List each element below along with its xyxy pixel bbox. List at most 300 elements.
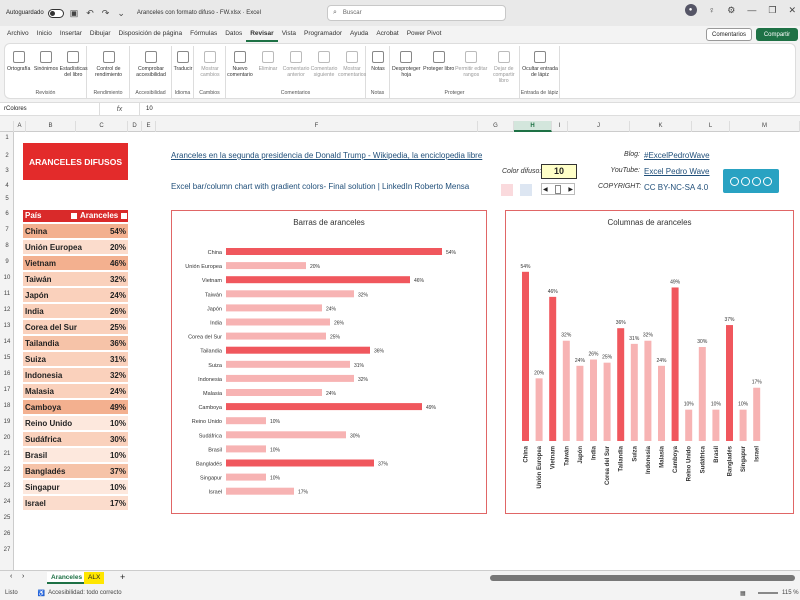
bar-category-label: Unión Europea xyxy=(185,264,222,271)
bar-data-label: 20% xyxy=(310,264,321,271)
table-row[interactable] xyxy=(23,288,128,303)
filter-dropdown-icon[interactable] xyxy=(71,213,77,219)
bar-6[interactable] xyxy=(226,333,326,340)
column-11[interactable] xyxy=(672,287,679,441)
scroll-spinner[interactable] xyxy=(541,183,575,195)
linkedin-link[interactable]: Excel bar/column chart with gradient colors- Final solution | LinkedIn Roberto Mensa xyxy=(171,182,470,191)
bar-data-label: 49% xyxy=(426,405,437,412)
tab-8[interactable]: Vista xyxy=(281,30,297,37)
bar-data-label: 31% xyxy=(354,362,365,369)
tab-0[interactable]: Archivo xyxy=(7,30,29,37)
search-box[interactable] xyxy=(327,5,506,21)
column-15[interactable] xyxy=(726,325,733,441)
header-country[interactable]: País xyxy=(25,211,42,220)
column-header-I[interactable]: I xyxy=(552,121,568,132)
column-header-M[interactable]: M xyxy=(730,121,800,132)
restore-icon[interactable]: ❐ xyxy=(768,4,777,15)
ribbon-icon xyxy=(103,51,115,63)
bar-category-label: Suiza xyxy=(208,362,222,369)
sort-dropdown-icon[interactable] xyxy=(121,213,127,219)
search-placeholder: Buscar xyxy=(342,10,362,16)
accessibility-status[interactable]: Accesibilidad: todo correcto xyxy=(48,590,122,596)
ribbon-icon xyxy=(534,51,546,63)
column-12[interactable] xyxy=(685,410,692,441)
youtube-link[interactable]: Excel Pedro Wave xyxy=(644,167,710,176)
row-header-21[interactable]: 21 xyxy=(3,451,11,457)
ribbon-group-name: Rendimiento xyxy=(93,90,123,96)
ribbon-group-name: Comentarios xyxy=(280,90,311,96)
bar-category-label: Indonesia xyxy=(198,376,222,383)
column-header-L[interactable]: L xyxy=(692,121,730,132)
tariff-cell[interactable]: 32% xyxy=(109,275,126,284)
tab-6[interactable]: Datos xyxy=(225,30,243,37)
ribbon-button-5-2[interactable] xyxy=(282,51,310,78)
country-cell[interactable]: Vietnam xyxy=(25,259,56,268)
tariff-cell[interactable]: 30% xyxy=(109,435,126,444)
row-header-12[interactable]: 12 xyxy=(3,307,11,313)
spinner-thumb[interactable] xyxy=(555,185,561,194)
column-17[interactable] xyxy=(753,388,760,441)
redo-icon[interactable]: ↷ xyxy=(101,7,110,18)
ribbon-button-7-1[interactable] xyxy=(423,51,456,72)
row-header-10[interactable]: 10 xyxy=(3,275,11,281)
bar-12[interactable] xyxy=(226,417,266,424)
spinner-left-icon[interactable]: ◀ xyxy=(543,186,548,193)
bar-category-label: Japón xyxy=(207,306,222,313)
spinner-right-icon[interactable]: ▶ xyxy=(568,186,573,193)
row-header-4[interactable]: 4 xyxy=(5,183,9,189)
title-bar xyxy=(0,0,800,26)
tariff-cell[interactable]: 31% xyxy=(109,355,126,364)
ribbon xyxy=(4,43,796,99)
column-chart[interactable] xyxy=(505,210,794,514)
header-tariffs[interactable]: Aranceles xyxy=(80,211,119,220)
add-sheet-icon[interactable]: + xyxy=(120,572,126,582)
worksheet[interactable] xyxy=(14,132,800,570)
close-icon[interactable]: ✕ xyxy=(788,4,796,15)
row-header-26[interactable]: 26 xyxy=(3,531,11,537)
zoom-slider[interactable] xyxy=(758,592,778,594)
row-header-2[interactable]: 2 xyxy=(5,153,9,159)
ribbon-group-8 xyxy=(520,46,560,98)
ribbon-button-label: Mostrar cambios xyxy=(200,66,220,78)
country-cell[interactable]: Suiza xyxy=(25,355,46,364)
comments-button[interactable] xyxy=(706,28,752,41)
row-header-17[interactable]: 17 xyxy=(3,387,11,393)
table-row[interactable] xyxy=(23,240,128,255)
ribbon-button-label: Control de rendimiento xyxy=(94,66,123,78)
country-cell[interactable]: Brasil xyxy=(25,451,48,460)
table-row[interactable] xyxy=(23,320,128,335)
bar-data-label: 10% xyxy=(270,419,281,426)
bar-category-label: India xyxy=(210,320,222,327)
ribbon-button-3-0[interactable] xyxy=(172,51,194,72)
tariff-cell[interactable]: 24% xyxy=(109,387,126,396)
tab-3[interactable]: Dibujar xyxy=(89,30,111,37)
sheet-tab-alx[interactable]: ALX xyxy=(84,572,104,584)
column-header-G[interactable]: G xyxy=(478,121,514,132)
tab-2[interactable]: Insertar xyxy=(59,30,82,37)
bar-0[interactable] xyxy=(226,248,442,255)
bar-data-label: 10% xyxy=(270,447,281,454)
table-row[interactable] xyxy=(23,480,128,495)
bar-5[interactable] xyxy=(226,319,330,326)
zoom-level[interactable]: 115 % xyxy=(782,590,799,596)
tariff-cell[interactable]: 37% xyxy=(109,467,126,476)
ribbon-group-6 xyxy=(366,46,390,98)
swatch-light-pink xyxy=(501,184,513,196)
column-14[interactable] xyxy=(712,410,719,441)
youtube-label: YouTube: xyxy=(610,167,640,174)
table-header xyxy=(23,210,128,222)
bar-9[interactable] xyxy=(226,375,354,382)
country-cell[interactable]: Corea del Sur xyxy=(25,323,78,332)
column-data-label: 25% xyxy=(602,354,613,361)
ribbon-icon xyxy=(234,51,246,63)
sheet-tab-bar xyxy=(0,570,800,586)
prev-sheet-icon[interactable]: ‹ xyxy=(10,573,13,580)
ribbon-button-2-0[interactable] xyxy=(130,51,172,78)
row-header-18[interactable]: 18 xyxy=(3,403,11,409)
ribbon-button-5-4[interactable] xyxy=(338,51,366,78)
column-category-label: Corea del Sur xyxy=(605,446,612,486)
bar-7[interactable] xyxy=(226,347,370,354)
column-16[interactable] xyxy=(740,410,747,441)
bar-category-label: Singapur xyxy=(199,475,222,482)
bar-8[interactable] xyxy=(226,361,350,368)
column-category-label: China xyxy=(523,446,530,463)
row-header-25[interactable]: 25 xyxy=(3,515,11,521)
row-header-13[interactable]: 13 xyxy=(3,323,11,329)
row-header-11[interactable]: 11 xyxy=(3,291,11,297)
table-row[interactable] xyxy=(23,352,128,367)
column-data-label: 17% xyxy=(751,379,762,386)
column-data-label: 54% xyxy=(520,263,531,270)
name-box[interactable]: rColores xyxy=(0,103,100,115)
ribbon-icon xyxy=(498,51,510,63)
tariff-cell[interactable]: 32% xyxy=(109,371,126,380)
settings-icon[interactable]: ⚙ xyxy=(727,4,736,15)
column-data-label: 49% xyxy=(670,279,681,286)
country-cell[interactable]: China xyxy=(25,227,48,236)
country-cell[interactable]: Indonesia xyxy=(25,371,63,380)
bar-16[interactable] xyxy=(226,474,266,481)
bar-10[interactable] xyxy=(226,389,322,396)
country-cell[interactable]: Singapur xyxy=(25,483,60,492)
ribbon-group-name: Idioma xyxy=(174,90,191,96)
table-row[interactable] xyxy=(23,432,128,447)
row-header-14[interactable]: 14 xyxy=(3,339,11,345)
bar-data-label: 32% xyxy=(358,376,369,383)
column-1[interactable] xyxy=(536,378,543,441)
row-header-16[interactable]: 16 xyxy=(3,371,11,377)
select-all-corner[interactable] xyxy=(0,121,14,132)
comments-button-label: Comentarios xyxy=(711,31,746,38)
ribbon-button-label: Ocultar entrada de lápiz xyxy=(522,66,558,78)
column-header-K[interactable]: K xyxy=(630,121,692,132)
bar-14[interactable] xyxy=(226,445,266,452)
column-data-label: 37% xyxy=(724,317,735,324)
column-chart-svg xyxy=(506,211,795,515)
column-data-label: 20% xyxy=(534,370,545,377)
bar-category-label: Brasil xyxy=(208,447,222,454)
row-header-15[interactable]: 15 xyxy=(3,355,11,361)
ribbon-icon xyxy=(204,51,216,63)
ribbon-button-8-0[interactable] xyxy=(520,51,560,78)
bar-data-label: 10% xyxy=(270,475,281,482)
country-cell[interactable]: Japón xyxy=(25,291,49,300)
tariff-cell[interactable]: 46% xyxy=(109,259,126,268)
lightbulb-icon[interactable]: ♀ xyxy=(708,5,716,15)
ribbon-button-label: Nuevo comentario xyxy=(227,66,253,78)
tariff-cell[interactable]: 20% xyxy=(109,243,126,252)
ribbon-group-3 xyxy=(172,46,194,98)
column-header-D[interactable]: D xyxy=(128,121,142,132)
bar-data-label: 17% xyxy=(298,489,309,496)
column-category-label: India xyxy=(591,446,598,461)
table-title: ARANCELES DIFUSOS xyxy=(23,143,128,180)
tariff-cell[interactable]: 10% xyxy=(109,451,126,460)
table-row[interactable] xyxy=(23,336,128,351)
table-row[interactable] xyxy=(23,368,128,383)
ribbon-button-label: Notas xyxy=(371,66,385,72)
tab-4[interactable]: Disposición de página xyxy=(118,30,183,37)
bar-data-label: 30% xyxy=(350,433,361,440)
ribbon-button-4-0[interactable] xyxy=(194,51,226,78)
column-header-C[interactable]: C xyxy=(76,121,128,132)
minimize-icon[interactable]: — xyxy=(747,5,757,15)
tab-7[interactable]: Revisar xyxy=(246,26,278,42)
column-13[interactable] xyxy=(699,347,706,441)
country-cell[interactable]: Tailandia xyxy=(25,339,60,348)
tariff-cell[interactable]: 26% xyxy=(109,307,126,316)
next-sheet-icon[interactable]: › xyxy=(22,573,25,580)
bar-chart[interactable] xyxy=(171,210,487,514)
column-4[interactable] xyxy=(576,366,583,441)
bar-1[interactable] xyxy=(226,262,306,269)
formula-value[interactable]: 10 xyxy=(146,106,153,112)
row-header-1[interactable]: 1 xyxy=(5,135,9,141)
ribbon-button-1-0[interactable] xyxy=(87,51,130,78)
country-cell[interactable]: Bangladés xyxy=(25,467,66,476)
bar-category-label: Camboya xyxy=(198,405,222,412)
row-header-20[interactable]: 20 xyxy=(3,435,11,441)
bar-category-label: Tailandia xyxy=(200,348,222,355)
save-icon[interactable]: ▣ xyxy=(69,7,79,18)
color-value-cell[interactable]: 10 xyxy=(541,164,577,179)
ribbon-button-5-3[interactable] xyxy=(310,51,338,78)
tab-9[interactable]: Programador xyxy=(304,30,342,37)
row-header-19[interactable]: 19 xyxy=(3,419,11,425)
user-avatar[interactable]: ● xyxy=(685,4,697,16)
column-10[interactable] xyxy=(658,366,665,441)
tab-10[interactable]: Ayuda xyxy=(349,30,369,37)
ribbon-button-7-3[interactable] xyxy=(488,51,521,84)
column-8[interactable] xyxy=(631,344,638,441)
row-header-24[interactable]: 24 xyxy=(3,499,11,505)
ribbon-group-2 xyxy=(130,46,172,98)
country-cell[interactable]: India xyxy=(25,307,44,316)
tab-12[interactable]: Power Pivot xyxy=(406,30,442,37)
ribbon-button-label: Comprobar accesibilidad xyxy=(136,66,166,78)
row-header-23[interactable]: 23 xyxy=(3,483,11,489)
ribbon-button-0-0[interactable] xyxy=(5,51,32,72)
table-row[interactable] xyxy=(23,448,128,463)
column-category-label: Camboya xyxy=(673,446,680,474)
country-cell[interactable]: Taiwán xyxy=(25,275,52,284)
table-row[interactable] xyxy=(23,416,128,431)
ribbon-icon xyxy=(318,51,330,63)
row-header-6[interactable]: 6 xyxy=(5,211,9,217)
column-category-label: Sudáfrica xyxy=(700,446,707,474)
row-header-8[interactable]: 8 xyxy=(5,243,9,249)
fx-icon[interactable]: fx xyxy=(100,103,140,115)
bar-category-label: Taiwán xyxy=(204,292,222,299)
undo-icon[interactable]: ↶ xyxy=(86,7,94,18)
bar-category-label: Malasia xyxy=(203,391,222,397)
country-cell[interactable]: Malasia xyxy=(25,387,54,396)
table-row[interactable] xyxy=(23,304,128,319)
column-headers xyxy=(0,121,800,132)
autosave-toggle[interactable] xyxy=(48,9,64,18)
copyright-label: COPYRIGHT: xyxy=(598,183,642,190)
column-category-label: Tailandia xyxy=(618,446,625,472)
column-category-label: Reino Unido xyxy=(686,446,693,482)
country-cell[interactable]: Unión Europea xyxy=(25,243,82,252)
formula-bar xyxy=(0,102,800,116)
column-7[interactable] xyxy=(617,328,624,441)
tariff-cell[interactable]: 24% xyxy=(109,291,126,300)
ribbon-button-7-2[interactable] xyxy=(455,51,488,78)
row-header-3[interactable]: 3 xyxy=(5,168,9,174)
sheet-tab-aranceles[interactable]: Aranceles xyxy=(47,572,86,584)
table-row[interactable] xyxy=(23,400,128,415)
ribbon-icon xyxy=(465,51,477,63)
bar-17[interactable] xyxy=(226,488,294,495)
bar-category-label: Corea del Sur xyxy=(188,334,222,341)
ribbon-button-0-2[interactable] xyxy=(60,51,87,78)
tab-11[interactable]: Acrobat xyxy=(376,30,399,37)
autosave-label: Autoguardado xyxy=(6,10,44,16)
column-6[interactable] xyxy=(604,363,611,441)
tariff-cell[interactable]: 25% xyxy=(109,323,126,332)
row-header-7[interactable]: 7 xyxy=(5,227,9,233)
country-cell[interactable]: Camboya xyxy=(25,403,62,412)
column-category-label: Suiza xyxy=(632,446,639,462)
tab-5[interactable]: Fórmulas xyxy=(190,30,218,37)
country-cell[interactable]: Reino Unido xyxy=(25,419,73,428)
document-title: Aranceles con formato difuso - FW.xlsx · Excel xyxy=(136,10,261,16)
bar-11[interactable] xyxy=(226,403,422,410)
ribbon-group-name: Accesibilidad xyxy=(135,90,166,96)
blog-link[interactable]: #ExcelPedroWave xyxy=(644,151,710,160)
column-header-A[interactable]: A xyxy=(14,121,26,132)
bar-data-label: 54% xyxy=(446,250,457,256)
ribbon-icon xyxy=(372,51,384,63)
row-header-9[interactable]: 9 xyxy=(5,259,9,265)
column-data-label: 10% xyxy=(683,401,694,408)
bar-data-label: 32% xyxy=(358,292,369,299)
column-category-label: Unión Europea xyxy=(537,446,544,489)
ribbon-button-6-0[interactable] xyxy=(366,51,390,72)
column-header-E[interactable]: E xyxy=(142,121,156,132)
bar-15[interactable] xyxy=(226,460,374,467)
column-9[interactable] xyxy=(644,341,651,441)
ribbon-button-7-0[interactable] xyxy=(390,51,423,78)
table-row[interactable] xyxy=(23,272,128,287)
column-0[interactable] xyxy=(522,272,529,441)
bar-13[interactable] xyxy=(226,431,346,438)
ribbon-group-0 xyxy=(5,46,87,98)
column-2[interactable] xyxy=(549,297,556,441)
column-header-F[interactable]: F xyxy=(156,121,478,132)
ribbon-icon xyxy=(400,51,412,63)
row-header-22[interactable]: 22 xyxy=(3,467,11,473)
tariff-cell[interactable]: 17% xyxy=(109,499,126,508)
ribbon-group-7 xyxy=(390,46,520,98)
status-bar xyxy=(0,586,800,600)
row-header-5[interactable]: 5 xyxy=(5,196,9,202)
table-row[interactable] xyxy=(23,256,128,271)
color-label: Color difuso: xyxy=(502,168,542,175)
ribbon-button-label: Eliminar xyxy=(258,66,278,72)
bar-3[interactable] xyxy=(226,290,354,297)
bar-4[interactable] xyxy=(226,304,322,311)
column-header-J[interactable]: J xyxy=(568,121,630,132)
table-row[interactable] xyxy=(23,224,128,239)
ribbon-icon xyxy=(40,51,52,63)
column-chart-title: Columnas de aranceles xyxy=(607,218,692,227)
swatch-light-blue xyxy=(520,184,532,196)
tariff-cell[interactable]: 36% xyxy=(109,339,126,348)
ribbon-group-name: Revisión xyxy=(35,90,56,96)
ribbon-group-4 xyxy=(194,46,226,98)
column-header-H[interactable]: H xyxy=(514,121,552,132)
table-row[interactable] xyxy=(23,384,128,399)
accessibility-icon[interactable]: ♿ xyxy=(37,590,46,597)
horizontal-scrollbar[interactable] xyxy=(490,575,795,581)
ribbon-button-5-0[interactable] xyxy=(226,51,254,78)
table-row[interactable] xyxy=(23,496,128,511)
bar-data-label: 25% xyxy=(330,334,341,341)
country-cell[interactable]: Israel xyxy=(25,499,46,508)
country-cell[interactable]: Sudáfrica xyxy=(25,435,62,444)
tariff-cell[interactable]: 49% xyxy=(109,403,126,412)
tariff-cell[interactable]: 10% xyxy=(109,419,126,428)
bar-2[interactable] xyxy=(226,276,410,283)
column-header-B[interactable]: B xyxy=(26,121,76,132)
normal-view-icon[interactable]: ▦ xyxy=(740,590,746,597)
column-5[interactable] xyxy=(590,360,597,441)
bar-category-label: Vietnam xyxy=(201,278,222,285)
customize-qat-icon[interactable]: ⌄ xyxy=(117,7,125,18)
ribbon-button-5-1[interactable] xyxy=(254,51,282,72)
column-category-label: Malasia xyxy=(659,446,666,468)
ribbon-button-label: Permitir editar rangos xyxy=(455,66,488,78)
tab-1[interactable]: Inicio xyxy=(36,30,52,37)
bar-data-label: 37% xyxy=(378,461,389,468)
row-header-27[interactable]: 27 xyxy=(3,547,11,553)
tariff-cell[interactable]: 10% xyxy=(109,483,126,492)
ribbon-button-0-1[interactable] xyxy=(32,51,59,72)
share-button[interactable] xyxy=(756,28,798,41)
copyright-value: CC BY-NC-SA 4.0 xyxy=(644,183,709,192)
ribbon-button-label: Comentario siguiente xyxy=(310,66,338,78)
column-3[interactable] xyxy=(563,341,570,441)
tariff-cell[interactable]: 54% xyxy=(109,227,126,236)
wikipedia-link[interactable]: Aranceles en la segunda presidencia de Donald Trump - Wikipedia, la enciclopedia libre xyxy=(171,151,483,160)
table-row[interactable] xyxy=(23,464,128,479)
